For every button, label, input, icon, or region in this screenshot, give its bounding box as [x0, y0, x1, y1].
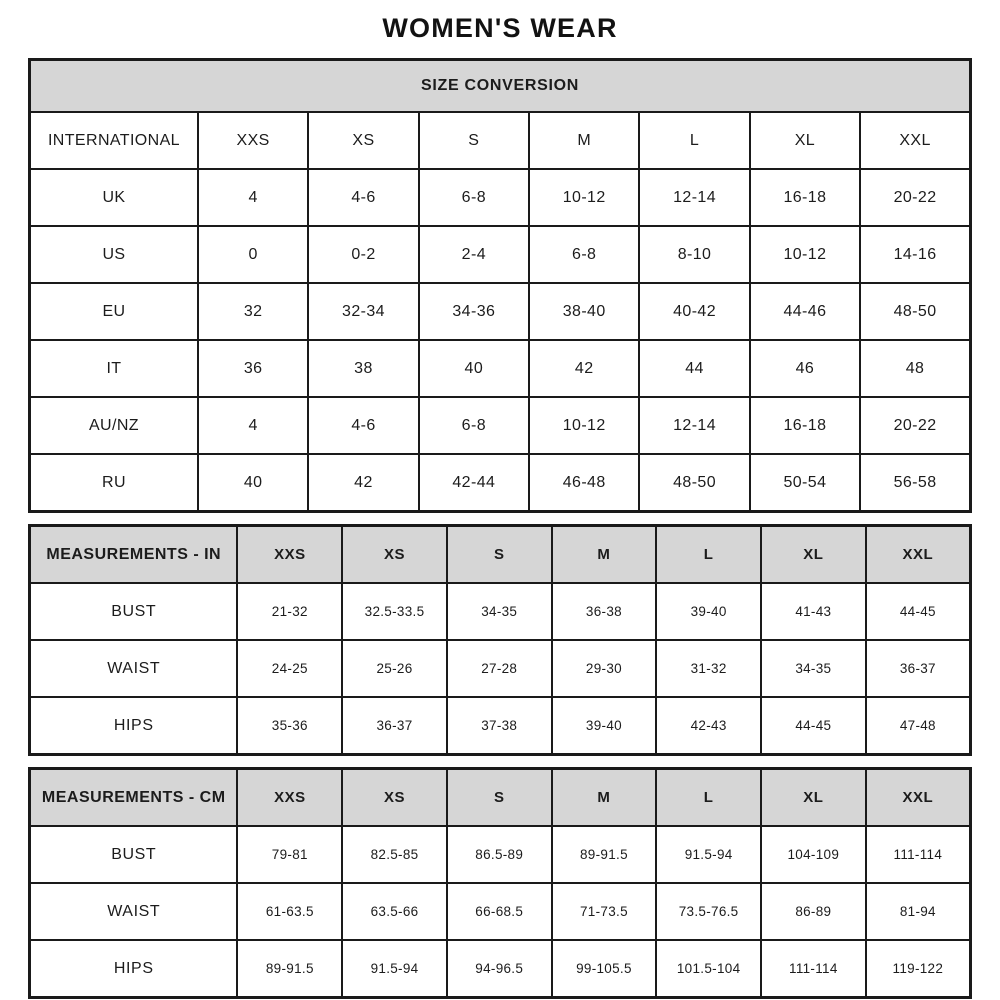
- size-conversion-value-cell: 4-6: [308, 169, 418, 226]
- size-conversion-row-uk: [30, 169, 971, 226]
- measurements-in-size-header-xxl: XXL: [866, 526, 971, 584]
- size-conversion-value-cell: 0-2: [308, 226, 418, 283]
- size-conversion-value-cell: 42: [529, 340, 639, 397]
- measurements-in-value-cell: 36-38: [552, 583, 657, 640]
- measurements-cm-value-cell: 86-89: [761, 883, 866, 940]
- measurements-cm-value-cell: 91.5-94: [656, 826, 761, 883]
- measurements-in-value-cell: 47-48: [866, 697, 971, 755]
- measurements-cm-size-header-xxl: XXL: [866, 769, 971, 827]
- measurements-in-size-header-xs: XS: [342, 526, 447, 584]
- measurements-cm-size-header-l: L: [656, 769, 761, 827]
- measurements-in-size-header-m: M: [552, 526, 657, 584]
- size-conversion-value-cell: 14-16: [860, 226, 970, 283]
- measurements-in-value-cell: 35-36: [237, 697, 342, 755]
- size-conversion-value-cell: 32: [198, 283, 308, 340]
- size-conversion-size-header-l: L: [639, 112, 749, 169]
- measurements-cm-value-cell: 94-96.5: [447, 940, 552, 998]
- size-conversion-row-label-uk: UK: [30, 169, 198, 226]
- size-conversion-value-cell: 10-12: [750, 226, 860, 283]
- size-conversion-row-label-eu: EU: [30, 283, 198, 340]
- size-conversion-value-cell: 2-4: [419, 226, 529, 283]
- measurements-in-size-header-s: S: [447, 526, 552, 584]
- measurements-cm-value-cell: 66-68.5: [447, 883, 552, 940]
- measurements-cm-header-row: [30, 769, 971, 827]
- measurements-cm-value-cell: 111-114: [866, 826, 971, 883]
- size-conversion-value-cell: 16-18: [750, 397, 860, 454]
- size-conversion-value-cell: 10-12: [529, 169, 639, 226]
- size-conversion-size-header-m: M: [529, 112, 639, 169]
- measurements-cm-value-cell: 71-73.5: [552, 883, 657, 940]
- size-conversion-row-us: [30, 226, 971, 283]
- size-conversion-row-au-nz: [30, 397, 971, 454]
- size-conversion-value-cell: 50-54: [750, 454, 860, 512]
- measurements-cm-value-cell: 86.5-89: [447, 826, 552, 883]
- size-conversion-value-cell: 46: [750, 340, 860, 397]
- measurements-cm-size-header-xxs: XXS: [237, 769, 342, 827]
- measurements-in-size-header-xl: XL: [761, 526, 866, 584]
- measurements-in-header-row: [30, 526, 971, 584]
- measurements-in-value-cell: 34-35: [761, 640, 866, 697]
- size-conversion-size-header-xxs: XXS: [198, 112, 308, 169]
- size-conversion-value-cell: 6-8: [419, 397, 529, 454]
- size-conversion-value-cell: 48: [860, 340, 970, 397]
- size-conversion-value-cell: 48-50: [639, 454, 749, 512]
- size-conversion-value-cell: 40: [198, 454, 308, 512]
- measurements-cm-value-cell: 99-105.5: [552, 940, 657, 998]
- measurements-in-value-cell: 37-38: [447, 697, 552, 755]
- size-conversion-row-label-us: US: [30, 226, 198, 283]
- size-conversion-value-cell: 56-58: [860, 454, 970, 512]
- measurements-cm-row-label-bust: BUST: [30, 826, 238, 883]
- measurements-cm-table: [28, 767, 972, 999]
- size-conversion-value-cell: 4-6: [308, 397, 418, 454]
- measurements-in-row-hips: [30, 697, 971, 755]
- measurements-in-value-cell: 34-35: [447, 583, 552, 640]
- measurements-cm-value-cell: 82.5-85: [342, 826, 447, 883]
- measurements-in-row-waist: [30, 640, 971, 697]
- size-conversion-value-cell: 44-46: [750, 283, 860, 340]
- measurements-in-value-cell: 41-43: [761, 583, 866, 640]
- measurements-cm-value-cell: 104-109: [761, 826, 866, 883]
- measurements-in-value-cell: 21-32: [237, 583, 342, 640]
- measurements-cm-value-cell: 91.5-94: [342, 940, 447, 998]
- size-conversion-value-cell: 10-12: [529, 397, 639, 454]
- measurements-cm-value-cell: 89-91.5: [237, 940, 342, 998]
- measurements-in-value-cell: 39-40: [656, 583, 761, 640]
- measurements-cm-size-header-xs: XS: [342, 769, 447, 827]
- measurements-cm-value-cell: 79-81: [237, 826, 342, 883]
- measurements-cm-value-cell: 81-94: [866, 883, 971, 940]
- size-conversion-value-cell: 46-48: [529, 454, 639, 512]
- size-conversion-size-header-xl: XL: [750, 112, 860, 169]
- measurements-cm-header-label: MEASUREMENTS - CM: [30, 769, 238, 827]
- measurements-cm-value-cell: 111-114: [761, 940, 866, 998]
- size-conversion-value-cell: 36: [198, 340, 308, 397]
- size-conversion-row-eu: [30, 283, 971, 340]
- size-conversion-row-label-it: IT: [30, 340, 198, 397]
- size-conversion-value-cell: 42-44: [419, 454, 529, 512]
- measurements-in-value-cell: 39-40: [552, 697, 657, 755]
- measurements-cm-size-header-xl: XL: [761, 769, 866, 827]
- size-conversion-banner-row: [30, 60, 971, 113]
- size-conversion-header-row: [30, 112, 971, 169]
- measurements-in-value-cell: 29-30: [552, 640, 657, 697]
- size-conversion-value-cell: 32-34: [308, 283, 418, 340]
- size-conversion-value-cell: 12-14: [639, 169, 749, 226]
- measurements-in-value-cell: 36-37: [866, 640, 971, 697]
- measurements-in-header-label: MEASUREMENTS - IN: [30, 526, 238, 584]
- measurements-in-size-header-l: L: [656, 526, 761, 584]
- measurements-cm-value-cell: 63.5-66: [342, 883, 447, 940]
- size-conversion-value-cell: 16-18: [750, 169, 860, 226]
- size-conversion-value-cell: 0: [198, 226, 308, 283]
- measurements-in-row-label-bust: BUST: [30, 583, 238, 640]
- measurements-in-row-label-hips: HIPS: [30, 697, 238, 755]
- size-conversion-value-cell: 40-42: [639, 283, 749, 340]
- size-conversion-table: [28, 58, 972, 513]
- size-conversion-value-cell: 44: [639, 340, 749, 397]
- measurements-in-value-cell: 25-26: [342, 640, 447, 697]
- size-conversion-size-header-xxl: XXL: [860, 112, 970, 169]
- measurements-cm-value-cell: 119-122: [866, 940, 971, 998]
- size-conversion-row-label-ru: RU: [30, 454, 198, 512]
- size-conversion-value-cell: 38-40: [529, 283, 639, 340]
- size-conversion-size-header-xs: XS: [308, 112, 418, 169]
- measurements-in-value-cell: 42-43: [656, 697, 761, 755]
- size-conversion-value-cell: 34-36: [419, 283, 529, 340]
- size-conversion-value-cell: 6-8: [419, 169, 529, 226]
- size-conversion-header-label: INTERNATIONAL: [30, 112, 198, 169]
- size-conversion-banner-title: SIZE CONVERSION: [30, 60, 971, 113]
- size-conversion-value-cell: 38: [308, 340, 418, 397]
- size-conversion-value-cell: 8-10: [639, 226, 749, 283]
- measurements-in-table-body: [30, 526, 971, 755]
- size-conversion-size-header-s: S: [419, 112, 529, 169]
- measurements-in-size-header-xxs: XXS: [237, 526, 342, 584]
- measurements-cm-value-cell: 101.5-104: [656, 940, 761, 998]
- measurements-in-value-cell: 44-45: [866, 583, 971, 640]
- measurements-cm-row-label-waist: WAIST: [30, 883, 238, 940]
- size-conversion-value-cell: 20-22: [860, 397, 970, 454]
- measurements-cm-size-header-s: S: [447, 769, 552, 827]
- measurements-in-value-cell: 32.5-33.5: [342, 583, 447, 640]
- measurements-in-table: [28, 524, 972, 756]
- size-conversion-value-cell: 48-50: [860, 283, 970, 340]
- measurements-in-row-bust: [30, 583, 971, 640]
- size-conversion-value-cell: 6-8: [529, 226, 639, 283]
- measurements-cm-value-cell: 73.5-76.5: [656, 883, 761, 940]
- measurements-cm-row-bust: [30, 826, 971, 883]
- size-conversion-value-cell: 4: [198, 397, 308, 454]
- measurements-cm-row-hips: [30, 940, 971, 998]
- measurements-in-value-cell: 31-32: [656, 640, 761, 697]
- size-conversion-value-cell: 42: [308, 454, 418, 512]
- size-conversion-value-cell: 4: [198, 169, 308, 226]
- measurements-cm-row-waist: [30, 883, 971, 940]
- size-conversion-row-ru: [30, 454, 971, 512]
- measurements-cm-table-body: [30, 769, 971, 998]
- size-conversion-table-body: [30, 60, 971, 512]
- size-conversion-value-cell: 12-14: [639, 397, 749, 454]
- measurements-cm-value-cell: 89-91.5: [552, 826, 657, 883]
- size-conversion-value-cell: 40: [419, 340, 529, 397]
- measurements-in-value-cell: 44-45: [761, 697, 866, 755]
- measurements-cm-size-header-m: M: [552, 769, 657, 827]
- size-conversion-value-cell: 20-22: [860, 169, 970, 226]
- measurements-in-value-cell: 24-25: [237, 640, 342, 697]
- measurements-in-value-cell: 27-28: [447, 640, 552, 697]
- size-conversion-row-it: [30, 340, 971, 397]
- measurements-in-row-label-waist: WAIST: [30, 640, 238, 697]
- size-conversion-row-label-au-nz: AU/NZ: [30, 397, 198, 454]
- page-title: WOMEN'S WEAR: [382, 13, 618, 43]
- measurements-in-value-cell: 36-37: [342, 697, 447, 755]
- measurements-cm-row-label-hips: HIPS: [30, 940, 238, 998]
- measurements-cm-value-cell: 61-63.5: [237, 883, 342, 940]
